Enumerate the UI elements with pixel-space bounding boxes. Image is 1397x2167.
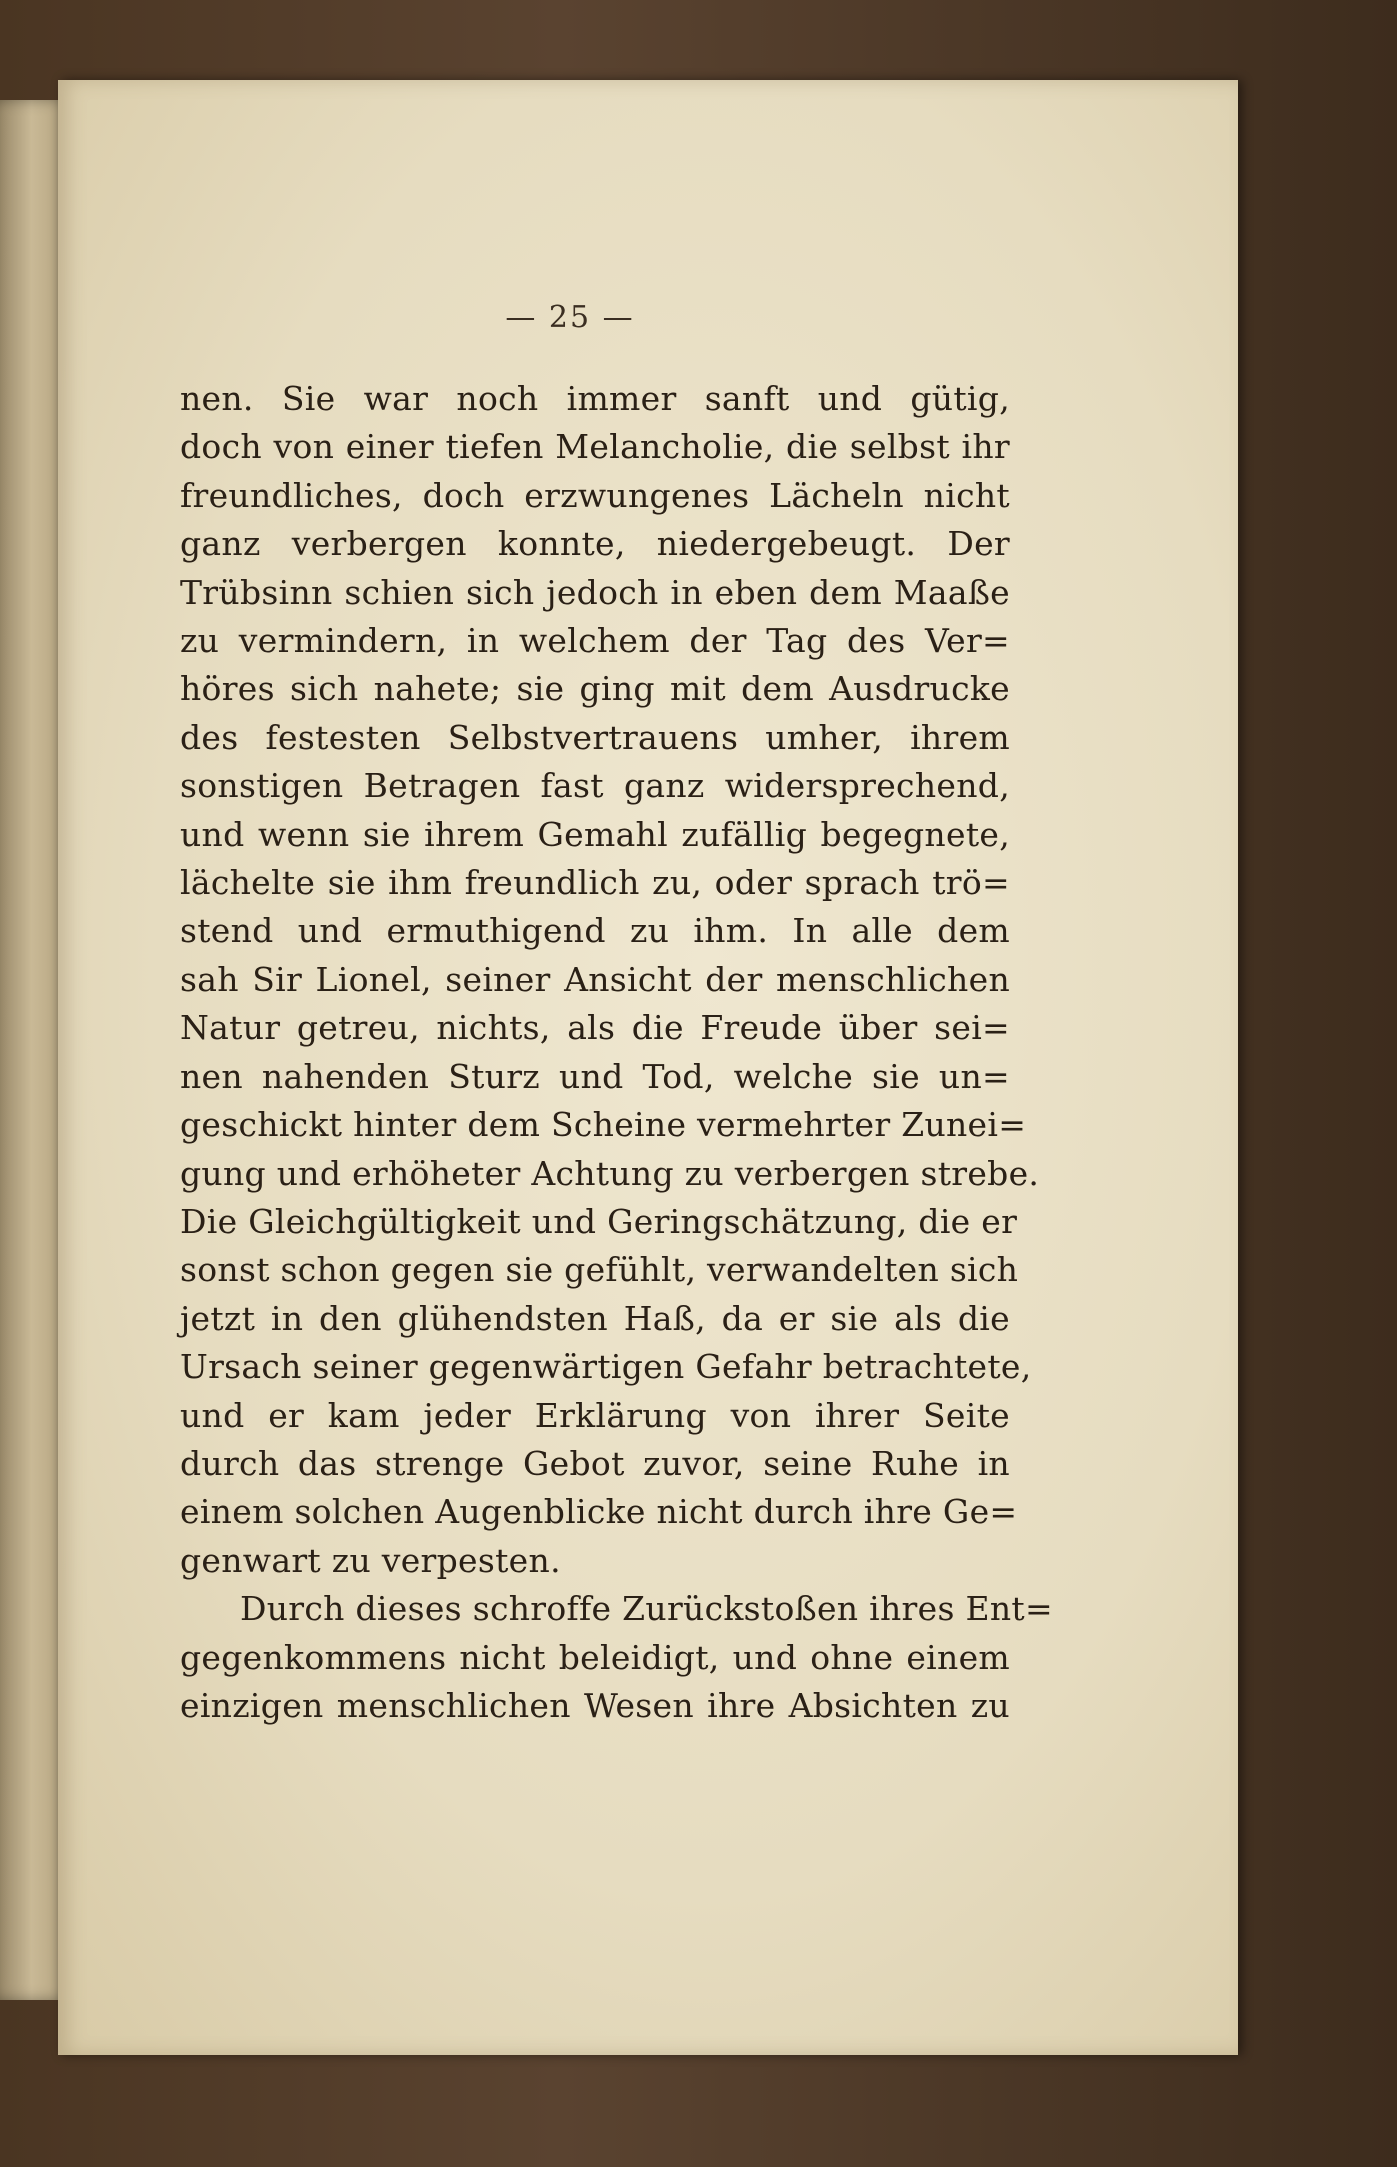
text-line: gung und erhöheter Achtung zu verbergen strebe. xyxy=(180,1153,1040,1193)
text-line: sonst schon gegen sie gefühlt, verwandelten sich xyxy=(180,1250,1019,1290)
text-line: durch das strenge Gebot zuvor, seine Ruhe in xyxy=(180,1443,1010,1483)
text-line: einzigen menschlichen Wesen ihre Absichten zu xyxy=(180,1685,1010,1725)
text-line: lächelte sie ihm freundlich zu, oder sprach trö= xyxy=(180,863,1010,903)
text-line: einem solchen Augenblicke nicht durch ihre Ge= xyxy=(180,1492,1018,1532)
text-line: höres sich nahete; sie ging mit dem Ausdrucke xyxy=(180,669,1010,709)
text-line: ganz verbergen konnte, niedergebeugt. Der xyxy=(180,524,1010,564)
text-line: jetzt in den glühendsten Haß, da er sie als die xyxy=(180,1298,1010,1338)
text-line: geschickt hinter dem Scheine vermehrter Zunei= xyxy=(180,1105,1027,1145)
page-text xyxy=(180,375,1053,1730)
text-line: nen. Sie war noch immer sanft und gütig, xyxy=(180,379,1010,418)
text-line: Durch dieses schroffe Zurückstoßen ihres Ent= xyxy=(240,1589,1053,1629)
text-line: Die Gleichgültigkeit und Geringschätzung, die er xyxy=(180,1201,1018,1241)
text-line: freundliches, doch erzwungenes Lächeln nicht xyxy=(180,475,1010,515)
text-line: stend und ermuthigend zu ihm. In alle dem xyxy=(180,911,1010,951)
text-line: des festesten Selbstvertrauens umher, ihrem xyxy=(180,717,1010,757)
text-line: sonstigen Betragen fast ganz widersprechend, xyxy=(180,766,1010,806)
text-line: Trübsinn schien sich jedoch in eben dem Maaße xyxy=(180,572,1010,612)
text-line: genwart zu verpesten. xyxy=(180,1540,561,1580)
text-line: und wenn sie ihrem Gemahl zufällig begegnete, xyxy=(180,814,1010,854)
text-line: nen nahenden Sturz und Tod, welche sie un= xyxy=(180,1056,1010,1096)
text-line: Natur getreu, nichts, als die Freude über sei= xyxy=(180,1008,1010,1048)
text-line: Ursach seiner gegenwärtigen Gefahr betrachtete, xyxy=(180,1347,1032,1387)
page-number: — 25 — xyxy=(505,300,635,335)
text-line: sah Sir Lionel, seiner Ansicht der menschlichen xyxy=(180,959,1010,999)
text-line: gegenkommens nicht beleidigt, und ohne einem xyxy=(180,1637,1010,1677)
text-line: doch von einer tiefen Melancholie, die selbst ihr xyxy=(180,427,1010,467)
text-line: und er kam jeder Erklärung von ihrer Seite xyxy=(180,1395,1010,1435)
text-line: zu vermindern, in welchem der Tag des Ver= xyxy=(180,621,1010,661)
